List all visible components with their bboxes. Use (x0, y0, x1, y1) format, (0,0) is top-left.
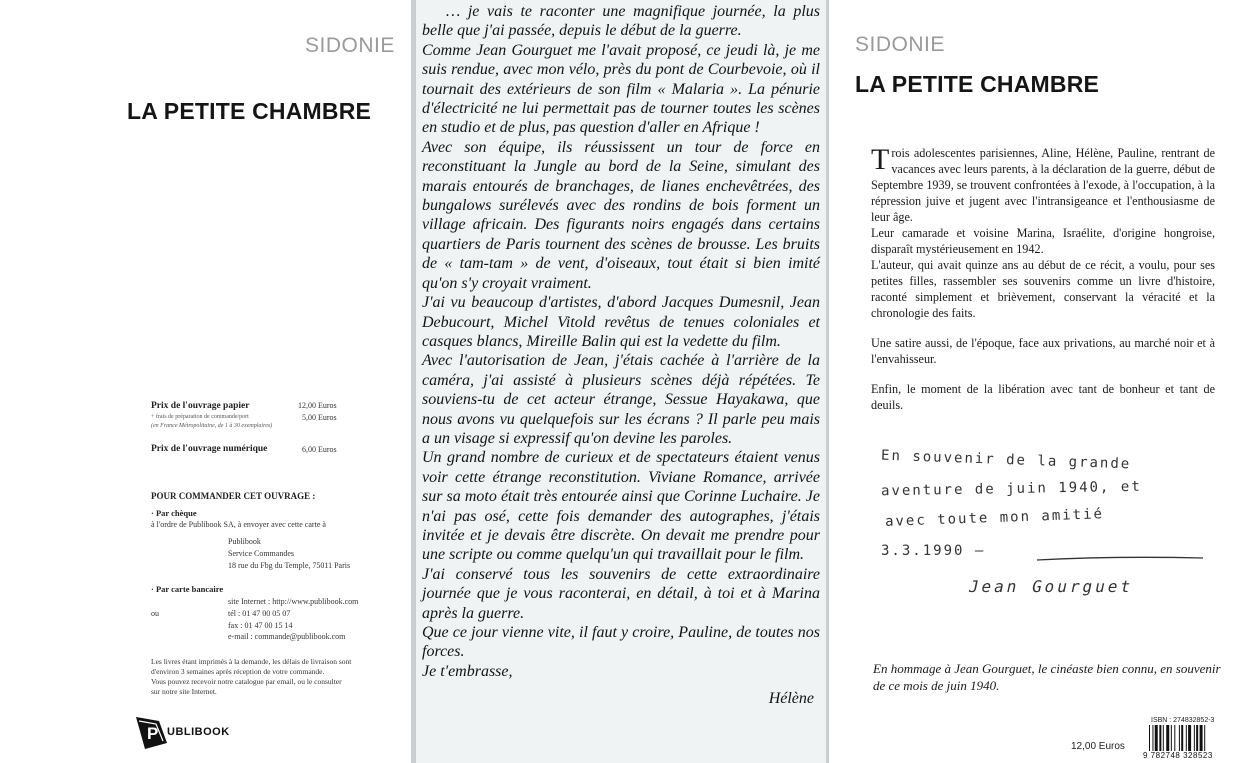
author-name: SIDONIE (855, 33, 945, 56)
synopsis-paragraph: L'auteur, qui avait quinze ans au début de ce récit, a voulu, pour ses petites filles, rassembler ses souvenirs comme un livre d'histoire, raconté simplement et brièvement, conservant la véracité et la chronologie des faits. (871, 258, 1215, 320)
letter-signature: Hélène (768, 690, 814, 708)
synopsis-paragraph: Leur camarade et voisine Marina, Israélite, d'origine hongroise, disparaît mystérieusement en 1942. (871, 226, 1215, 256)
handwritten-signature: Jean Gourguet (966, 577, 1136, 596)
shipping-note: (en France Métropolitaine, de 1 à 30 exemplaires) (151, 423, 273, 429)
isbn-label: ISBN : 274832852-3 (1151, 717, 1215, 724)
email-address[interactable]: e-mail : commande@publibook.com (228, 632, 346, 641)
order-heading: POUR COMMANDER CET OUVRAGE : (151, 491, 316, 501)
handwritten-dedication: avec toute mon amitié (884, 506, 1105, 530)
address-line: Publibook (228, 537, 261, 546)
shipping-value: 5,00 Euros (302, 413, 337, 422)
letter-paragraph: … je vais te raconter une magnifique journée, la plus belle que j'ai passée, depuis le début de la guerre. (422, 3, 820, 40)
letter-paragraph: Comme Jean Gourguet me l'avait proposé, ce jeudi là, je me suis rendue, avec mon vélo, près du pont de Courbevoie, où il tournait des extérieurs de son film « Malaria ». La pénurie d'électricité ne lui permettait pas de tourner toutes les scènes en studio et de plus, pas question d'aller en Afrique ! (422, 41, 820, 137)
fax-number: fax : 01 47 00 15 14 (228, 621, 293, 630)
website-link[interactable]: site Internet : http://www.publibook.com (228, 597, 359, 606)
synopsis (871, 145, 1215, 413)
letter-paragraph: Avec son équipe, ils réussissent un tour de force en reconstituant la Jungle au bord de la Seine, simulant des marais entourés de branchages, de lianes enchevêtrées, des bungalows surélevés avec des rondins de bois forment un village africain. Des figurants noirs engagés dans certains quartiers de Paris tournent des scènes de brousse. Les bruits de « tam-tam » de vent, d'oiseaux, tout était si bien imité qu'on s'y croyait vraiment. (422, 138, 820, 292)
handwritten-underline (1035, 556, 1205, 562)
drop-cap: T (871, 143, 890, 176)
publisher-name: UBLIBOOK (167, 726, 230, 738)
book-title: LA PETITE CHAMBRE (855, 71, 1100, 97)
letter-paragraph: Un grand nombre de curieux et de spectateurs étaient venus voir cette étrange reconstitution. Viviane Romance, arrivée sur sa moto était très entourée ainsi que Corinne Luchaire. Je n'ai pas osé, cette fois demander des autographes, j'étais invitée et je devais être discrète. On devait me prendre pour une scripte ou comme quelqu'un qui travaillait pour le film. (422, 449, 820, 564)
synopsis-paragraph: Une satire aussi, de l'époque, face aux privations, au marché noir et à l'envahisseur. (871, 336, 1215, 366)
catalogue-notice: sur notre site Internet. (151, 687, 217, 696)
paper-price-label: Prix de l'ouvrage papier (151, 401, 250, 411)
barcode-number: 9 782748 328523 (1143, 751, 1213, 760)
letter-paragraph: J'ai vu beaucoup d'artistes, d'abord Jacques Dumesnil, Jean Debucourt, Michel Vitold revêtus de tenues coloniales et casques blancs, Mireille Balin qui est la vedette du film. (422, 294, 820, 350)
publisher-logo (133, 713, 243, 755)
synopsis-paragraph: Enfin, le moment de la libération avec tant de bonheur et tant de deuils. (871, 382, 1215, 412)
address-line: Service Commandes (228, 549, 294, 558)
handwritten-dedication: aventure de juin 1940, et (880, 478, 1142, 500)
synopsis-paragraph (871, 145, 1215, 225)
letter-paragraph: Avec l'autorisation de Jean, j'étais cachée à l'arrière de la caméra, j'ai assisté à plusieurs scènes déjà répétées. Te souviens-tu de cet acteur étrange, Sessue Hayakawa, que nous avons vu quelquefois sur les écrans ? Il parle peu mais a un visage si expressif qu'on devine les paroles. (422, 352, 820, 447)
shipping-label: + frais de préparation de commande/port (151, 414, 249, 420)
letter-panel (416, 0, 829, 763)
barcode-icon (1147, 725, 1237, 753)
publisher-initial: P (147, 724, 159, 743)
letter-paragraph: J'ai conservé tous les souvenirs de cette extraordinaire journée que je vous raconterai, en détail, à toi et à Marina après la guerre. (422, 565, 820, 622)
letter-text (422, 2, 820, 709)
cheque-text: à l'ordre de Publibook SA, à envoyer avec cette carte à (151, 520, 326, 529)
hommage-text: En hommage à Jean Gourguet, le cinéaste bien connu, en souvenir de ce mois de juin 1940. (873, 661, 1221, 693)
synopsis-text: rois adolescentes parisiennes, Aline, Hélène, Pauline, rentrant de vacances avec leurs parents, à la déclaration de la guerre, début de Septembre 1939, se trouvent confrontées à l'exode, à l'occupation, à la répression juive et jugent avec l'intransigeance et l'enthousiasme de leur âge. (871, 146, 1215, 224)
letter-closing: Je t'embrasse, (422, 662, 513, 680)
author-name: SIDONIE (305, 34, 395, 57)
digital-price-label: Prix de l'ouvrage numérique (151, 444, 268, 454)
handwritten-date: 3.3.1990 – (881, 543, 986, 559)
paper-price-value: 12,00 Euros (298, 401, 337, 410)
delivery-notice: Les livres étant imprimés à la demande, les délais de livraison sont (151, 657, 352, 666)
cover-price: 12,00 Euros (1071, 741, 1125, 752)
phone-number: tél : 01 47 00 05 07 (228, 609, 291, 618)
cheque-heading: · Par chèque (151, 508, 197, 518)
address-line: 18 rue du Fbg du Temple, 75011 Paris (228, 561, 351, 570)
back-flap-panel (0, 0, 411, 763)
delivery-notice: d'environ 3 semaines après réception de votre commande. (151, 667, 325, 676)
catalogue-notice: Vous pouvez recevoir notre catalogue par email, ou le consulter (151, 677, 342, 686)
card-heading: · Par carte bancaire (151, 584, 224, 594)
or-label: ou (151, 609, 159, 618)
handwritten-dedication: En souvenir de la grande (880, 447, 1132, 473)
letter-paragraph: Que ce jour vienne vite, il faut y croire, Pauline, de toutes nos forces. (422, 624, 820, 661)
digital-price-value: 6,00 Euros (302, 445, 337, 454)
front-cover-panel (829, 0, 1242, 763)
book-title: LA PETITE CHAMBRE (127, 98, 372, 124)
